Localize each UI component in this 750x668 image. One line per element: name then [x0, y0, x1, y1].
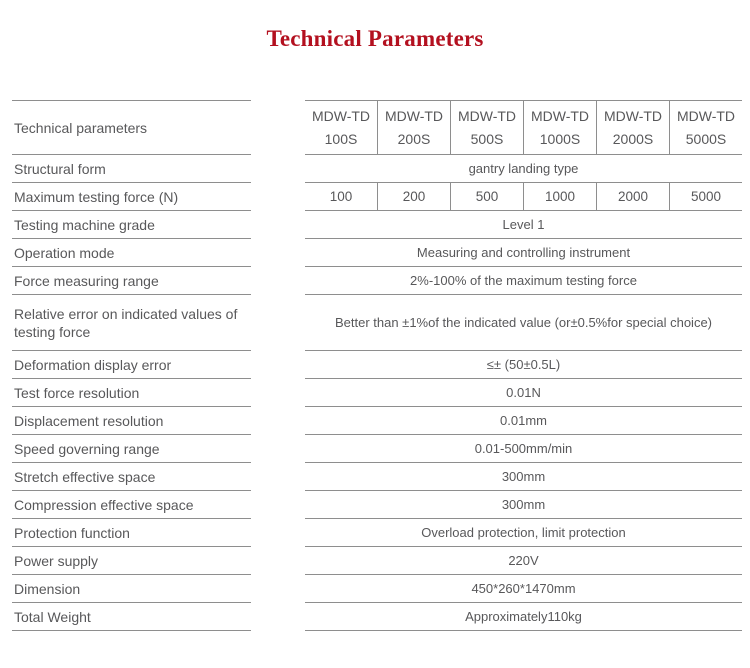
- model-header-cell: [596, 101, 669, 154]
- value-row-operation-mode: [305, 239, 742, 267]
- param-value: 0.01mm: [500, 413, 547, 428]
- force-value-cell: 5000: [669, 183, 742, 210]
- technical-parameters-table: [12, 100, 750, 631]
- model-size: 2000S: [612, 130, 654, 147]
- param-label-force-measuring-range: Force measuring range: [12, 267, 251, 295]
- value-row-dimension: [305, 575, 742, 603]
- param-label-deformation-error: Deformation display error: [12, 351, 251, 379]
- force-value-cell: 2000: [596, 183, 669, 210]
- param-value: gantry landing type: [468, 161, 579, 176]
- model-header-cell: [305, 101, 377, 154]
- model-header-cell: [377, 101, 450, 154]
- model-series: MDW-TD: [676, 107, 736, 124]
- param-label-dimension: Dimension: [12, 575, 251, 603]
- param-value: 300mm: [501, 497, 546, 512]
- force-value-cell: 100: [329, 189, 353, 204]
- param-label-stretch-space: Stretch effective space: [12, 463, 251, 491]
- value-row-max-testing-force: [305, 183, 742, 211]
- model-series: MDW-TD: [311, 107, 371, 124]
- force-value-cell: 200: [377, 183, 450, 210]
- param-label-displacement-resolution: Displacement resolution: [12, 407, 251, 435]
- model-size: 200S: [397, 130, 431, 147]
- value-row-protection-function: [305, 519, 742, 547]
- param-value: 0.01-500mm/min: [474, 441, 573, 456]
- value-row-speed-governing-range: [305, 435, 742, 463]
- model-size: 1000S: [539, 130, 581, 147]
- model-header-cell: [523, 101, 596, 154]
- param-value: Better than ±1%of the indicated value (or±0.5%for special choice): [334, 315, 713, 330]
- model-header-row: [305, 101, 742, 155]
- param-label-max-testing-force: Maximum testing force (N): [12, 183, 251, 211]
- param-value: 300mm: [501, 469, 546, 484]
- param-value: 0.01N: [506, 385, 541, 400]
- param-value: 220V: [508, 553, 539, 568]
- param-value: ≤± (50±0.5L): [486, 357, 561, 372]
- model-series: MDW-TD: [530, 107, 590, 124]
- value-row-stretch-space: [305, 463, 742, 491]
- force-value-cell: 1000: [523, 183, 596, 210]
- param-value: 2%-100% of the maximum testing force: [410, 273, 637, 288]
- param-label-protection-function: Protection function: [12, 519, 251, 547]
- param-label-relative-error: Relative error on indicated values of testing force: [12, 295, 251, 351]
- value-row-machine-grade: [305, 211, 742, 239]
- model-size: 5000S: [685, 130, 727, 147]
- value-row-structural-form: [305, 155, 742, 183]
- value-row-total-weight: [305, 603, 742, 631]
- param-label-operation-mode: Operation mode: [12, 239, 251, 267]
- value-row-power-supply: [305, 547, 742, 575]
- param-label-power-supply: Power supply: [12, 547, 251, 575]
- model-series: MDW-TD: [384, 107, 444, 124]
- param-label-machine-grade: Testing machine grade: [12, 211, 251, 239]
- force-value-cell: 500: [450, 183, 523, 210]
- parameter-labels-column: [12, 100, 251, 631]
- param-value: Approximately110kg: [465, 609, 582, 624]
- model-header-cell: [450, 101, 523, 154]
- value-row-test-force-resolution: [305, 379, 742, 407]
- param-label-test-force-resolution: Test force resolution: [12, 379, 251, 407]
- value-row-force-measuring-range: [305, 267, 742, 295]
- model-series: MDW-TD: [457, 107, 517, 124]
- parameter-values-column: [305, 100, 742, 631]
- value-row-displacement-resolution: [305, 407, 742, 435]
- model-series: MDW-TD: [603, 107, 663, 124]
- value-row-deformation-error: [305, 351, 742, 379]
- param-value: 450*260*1470mm: [471, 581, 576, 596]
- param-label-structural-form: Structural form: [12, 155, 251, 183]
- param-label-speed-governing-range: Speed governing range: [12, 435, 251, 463]
- model-size: 500S: [470, 130, 504, 147]
- model-size: 100S: [324, 130, 358, 147]
- model-header-cell: [669, 101, 742, 154]
- value-row-relative-error: [305, 295, 742, 351]
- page-title: Technical Parameters: [266, 26, 484, 51]
- value-row-compression-space: [305, 491, 742, 519]
- param-value: Level 1: [502, 217, 545, 232]
- param-value: Overload protection, limit protection: [421, 525, 626, 540]
- param-label-compression-space: Compression effective space: [12, 491, 251, 519]
- param-value: Measuring and controlling instrument: [416, 245, 631, 260]
- param-label-total-weight: Total Weight: [12, 603, 251, 631]
- table-corner-label: Technical parameters: [12, 101, 251, 155]
